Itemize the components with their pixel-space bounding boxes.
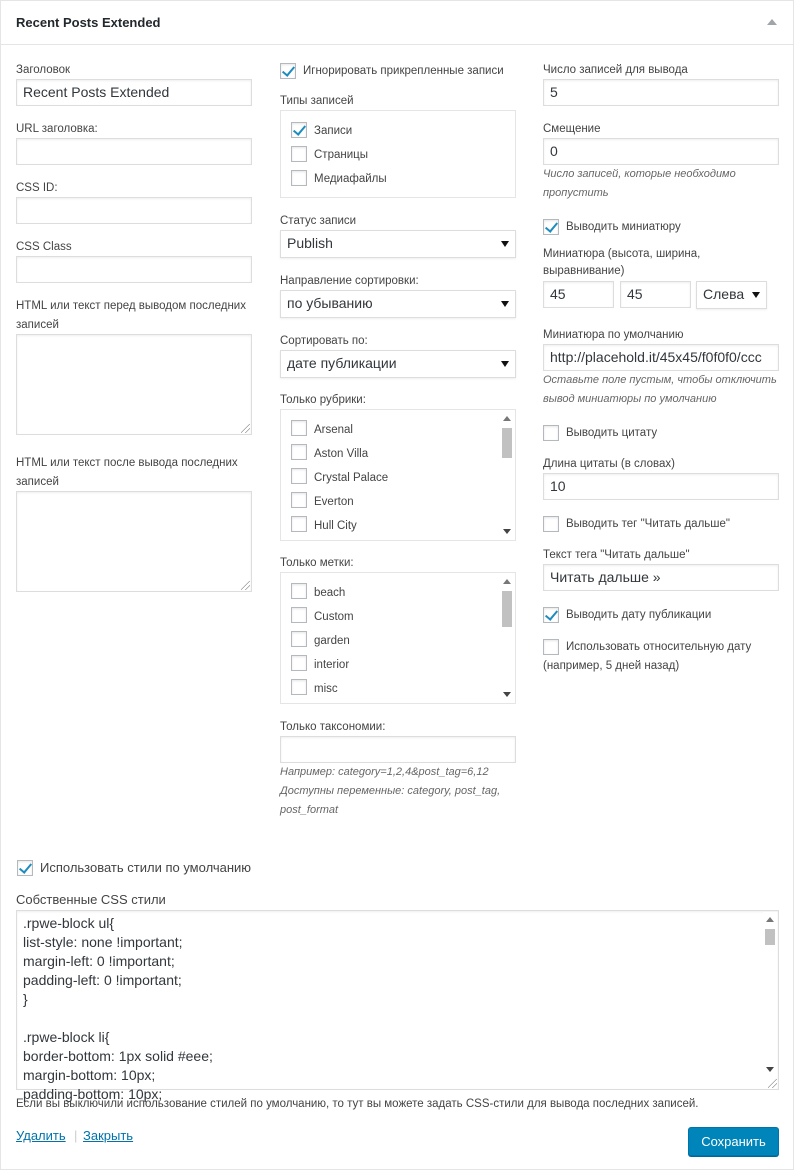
link-separator: | [74,1128,78,1143]
ignore-sticky-label: Игнорировать прикрепленные записи [303,65,504,77]
after-html-textarea[interactable] [16,491,252,592]
order-value: по убыванию [287,295,373,311]
tag-label: interior [314,659,350,671]
scroll-thumb[interactable] [765,929,775,945]
title-label: Заголовок [16,64,71,76]
before-html-textarea[interactable] [16,334,252,435]
custom-css-textarea[interactable] [16,910,779,1102]
scroll-up-icon[interactable] [766,917,774,922]
collapse-arrow-icon[interactable] [767,19,777,25]
category-label: Arsenal [314,424,353,436]
default-thumbnail-description: вывод миниатюры по умолчанию [543,393,717,405]
delete-link[interactable]: Удалить [16,1128,66,1143]
dropdown-arrow-icon [501,241,509,247]
post-type-label: Страницы [314,149,368,161]
dropdown-arrow-icon [501,301,509,307]
scrollbar[interactable] [500,574,514,702]
thumbnail-label: Выводить миниатюру [566,221,681,233]
css-class-label: CSS Class [16,241,72,253]
relative-date-label: (например, 5 дней назад) [543,660,680,672]
resize-grip-icon[interactable] [241,424,250,433]
limit-input[interactable]: 5 [543,79,779,106]
css-class-input[interactable] [16,256,252,283]
category-checkbox[interactable] [291,492,307,508]
excerpt-length-input[interactable]: 10 [543,473,779,500]
category-label: Everton [314,496,354,508]
tag-label: Custom [314,611,354,623]
category-label: Aston Villa [314,448,369,460]
thumbnail-width-input[interactable]: 45 [620,281,691,308]
taxonomy-description: post_format [280,804,339,816]
custom-css-note: Если вы выключили использование стилей по умолчанию, то тут вы можете задать CSS-стили для вывода последних записей. [16,1098,699,1110]
thumbnail-align-value: Слева [703,286,745,302]
tag-checkbox[interactable] [291,631,307,647]
offset-description: пропустить [543,187,609,199]
thumbnail-checkbox[interactable] [543,219,559,235]
scroll-thumb[interactable] [502,428,512,458]
save-button[interactable]: Сохранить [688,1127,779,1156]
tag-label: misc [314,683,338,695]
orderby-label: Сортировать по: [280,335,368,347]
custom-css-label: Собственные CSS стили [16,892,166,907]
title-url-input[interactable] [16,138,252,165]
limit-label: Число записей для вывода [543,64,688,76]
scroll-up-icon[interactable] [503,579,511,584]
excerpt-label: Выводить цитату [566,427,658,439]
readmore-text-input[interactable]: Читать дальше » [543,564,779,591]
order-select[interactable] [280,290,516,318]
css-id-label: CSS ID: [16,182,58,194]
category-checkbox[interactable] [291,516,307,532]
excerpt-checkbox[interactable] [543,425,559,441]
resize-grip-icon[interactable] [241,581,250,590]
taxonomy-description: Например: category=1,2,4&post_tag=6,12 [280,766,489,778]
dropdown-arrow-icon [501,361,509,367]
tags-label: Только метки: [280,557,354,569]
thumbnail-size-label: Миниатюра (высота, ширина, [543,248,701,260]
tag-checkbox[interactable] [291,583,307,599]
widget-title: Recent Posts Extended [16,15,161,30]
scroll-down-icon[interactable] [503,529,511,534]
post-type-label: Медиафайлы [314,173,387,185]
category-checkbox[interactable] [291,420,307,436]
offset-description: Число записей, которые необходимо [543,168,736,180]
widget-header[interactable] [1,1,793,45]
category-label: Hull City [314,520,357,532]
readmore-label: Выводить тег "Читать дальше" [566,518,730,530]
ignore-sticky-checkbox[interactable] [280,63,296,79]
taxonomy-label: Только таксономии: [280,721,386,733]
category-checkbox[interactable] [291,468,307,484]
post-types-box [280,110,516,198]
orderby-select[interactable] [280,350,516,378]
tags-list[interactable] [280,572,516,704]
dropdown-arrow-icon [752,292,760,298]
readmore-text-label: Текст тега "Читать дальше" [543,549,690,561]
default-thumbnail-label: Миниатюра по умолчанию [543,329,684,341]
relative-date-checkbox[interactable] [543,639,559,655]
taxonomy-input[interactable] [280,736,516,763]
thumbnail-height-input[interactable]: 45 [543,281,614,308]
default-thumbnail-description: Оставьте поле пустым, чтобы отключить [543,374,777,386]
scroll-thumb[interactable] [502,591,512,627]
custom-css-content: .rpwe-block ul{ list-style: none !important; margin-left: 0 !important; padding-left: 0 !important; } .rpwe-block li{ border-bottom: 1px solid #eee; margin-bottom: 10px; padding-bottom: 10px; [23,915,213,1102]
scroll-up-icon[interactable] [503,416,511,421]
before-html-label: HTML или текст перед выводом последних записей [16,300,246,331]
excerpt-length-label: Длина цитаты (в словах) [543,458,675,470]
default-styles-label: Использовать стили по умолчанию [40,860,252,875]
default-styles-checkbox[interactable] [17,860,33,876]
category-checkbox[interactable] [291,444,307,460]
offset-label: Смещение [543,123,601,135]
tag-checkbox[interactable] [291,607,307,623]
readmore-checkbox[interactable] [543,516,559,532]
title-url-label: URL заголовка: [16,123,98,135]
category-label: Crystal Palace [314,472,389,484]
order-label: Направление сортировки: [280,275,419,287]
scrollbar[interactable] [500,411,514,539]
post-status-select[interactable] [280,230,516,258]
post-type-label: Записи [314,125,353,137]
post-status-label: Статус записи [280,215,357,227]
relative-date-label: Использовать относительную дату [566,641,752,653]
post-status-value: Publish [287,235,333,251]
scrollbar[interactable] [763,912,777,1077]
scroll-down-icon[interactable] [503,692,511,697]
categories-label: Только рубрики: [280,394,366,406]
title-input[interactable]: Recent Posts Extended [16,79,252,106]
close-link[interactable]: Закрыть [83,1128,134,1143]
thumbnail-align-select[interactable] [696,281,767,309]
css-id-input[interactable] [16,197,252,224]
tag-checkbox[interactable] [291,679,307,695]
tag-label: garden [314,635,350,647]
date-checkbox[interactable] [543,607,559,623]
after-html-label: HTML или текст после вывода последних записей [16,457,238,488]
default-thumbnail-input[interactable]: http://placehold.it/45x45/f0f0f0/ccc [543,344,779,371]
date-label: Выводить дату публикации [566,609,712,621]
offset-input[interactable]: 0 [543,138,779,165]
post-types-label: Типы записей [280,95,354,107]
tag-checkbox[interactable] [291,655,307,671]
orderby-value: дате публикации [287,355,397,371]
categories-list[interactable] [280,409,516,541]
thumbnail-size-label: выравнивание) [543,265,625,277]
post-type-checkbox[interactable] [291,146,307,162]
post-type-checkbox[interactable] [291,122,307,138]
scroll-down-icon[interactable] [766,1067,774,1072]
resize-grip-icon[interactable] [768,1079,777,1088]
tag-label: beach [314,587,346,599]
post-type-checkbox[interactable] [291,170,307,186]
taxonomy-description: Доступны переменные: category, post_tag, [280,785,501,797]
